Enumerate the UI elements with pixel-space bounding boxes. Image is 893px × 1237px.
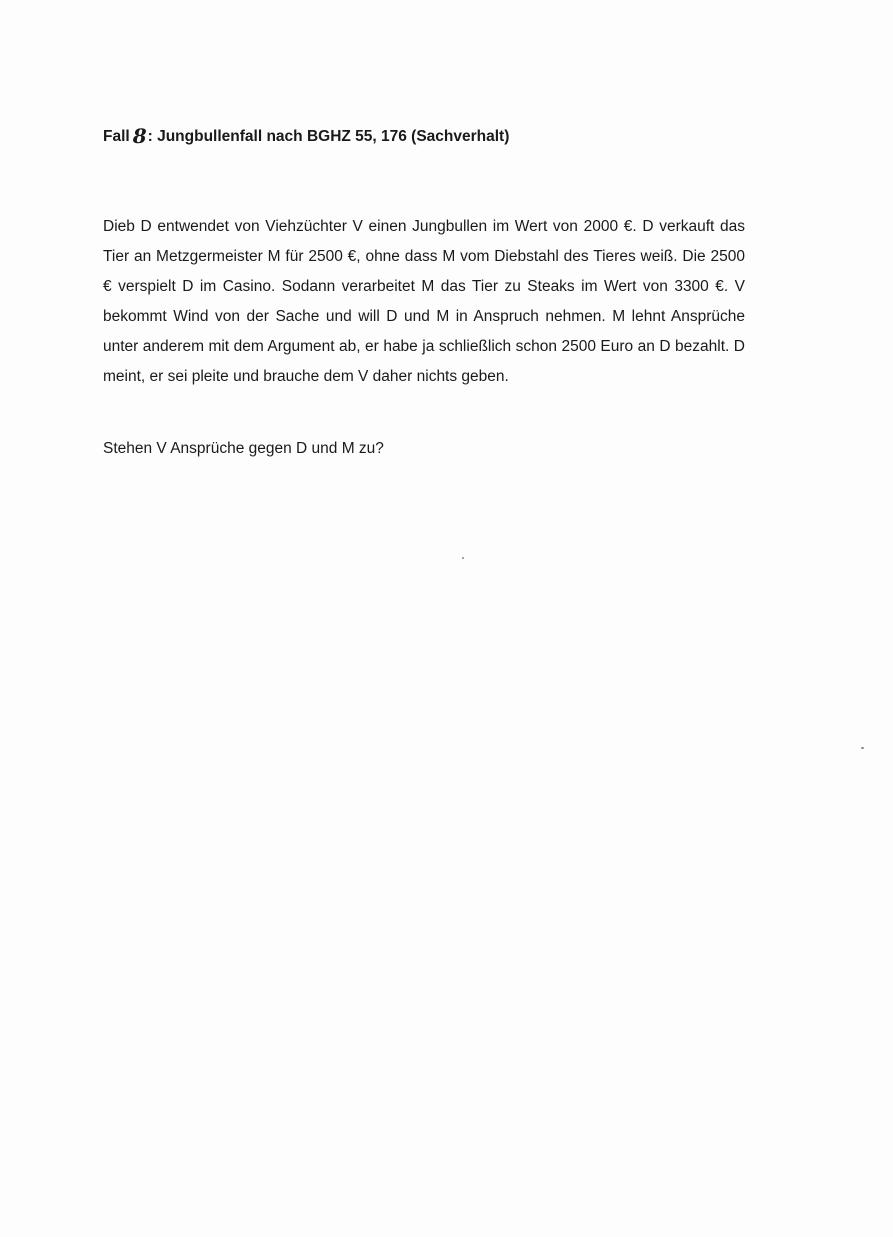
case-title: [103, 122, 509, 146]
case-facts-paragraph: Dieb D entwendet von Viehzüchter V einen Jungbullen im Wert von 2000 €. D verkauft das Tier an Metzgermeister M für 2500 €, ohne dass M vom Diebstahl des Tieres weiß. Die 2500 € verspielt D im Casino. Sodann verarbeitet M das Tier zu Steaks im Wert von 3300 €. V bekommt Wind von der Sache und will D und M in Anspruch nehmen. M lehnt Ansprüche unter anderem mit dem Argument ab, er habe ja schließlich schon 2500 Euro an D bezahlt. D meint, er sei pleite und brauche dem V daher nichts geben.: [103, 218, 745, 385]
scan-speck: [462, 557, 464, 559]
handwritten-case-number: 8: [132, 124, 147, 148]
title-text: : Jungbullenfall nach BGHZ 55, 176 (Sachverhalt): [147, 128, 510, 145]
title-prefix: Fall: [103, 128, 130, 145]
case-question: Stehen V Ansprüche gegen D und M zu?: [103, 440, 384, 457]
scan-speck: [861, 747, 864, 749]
